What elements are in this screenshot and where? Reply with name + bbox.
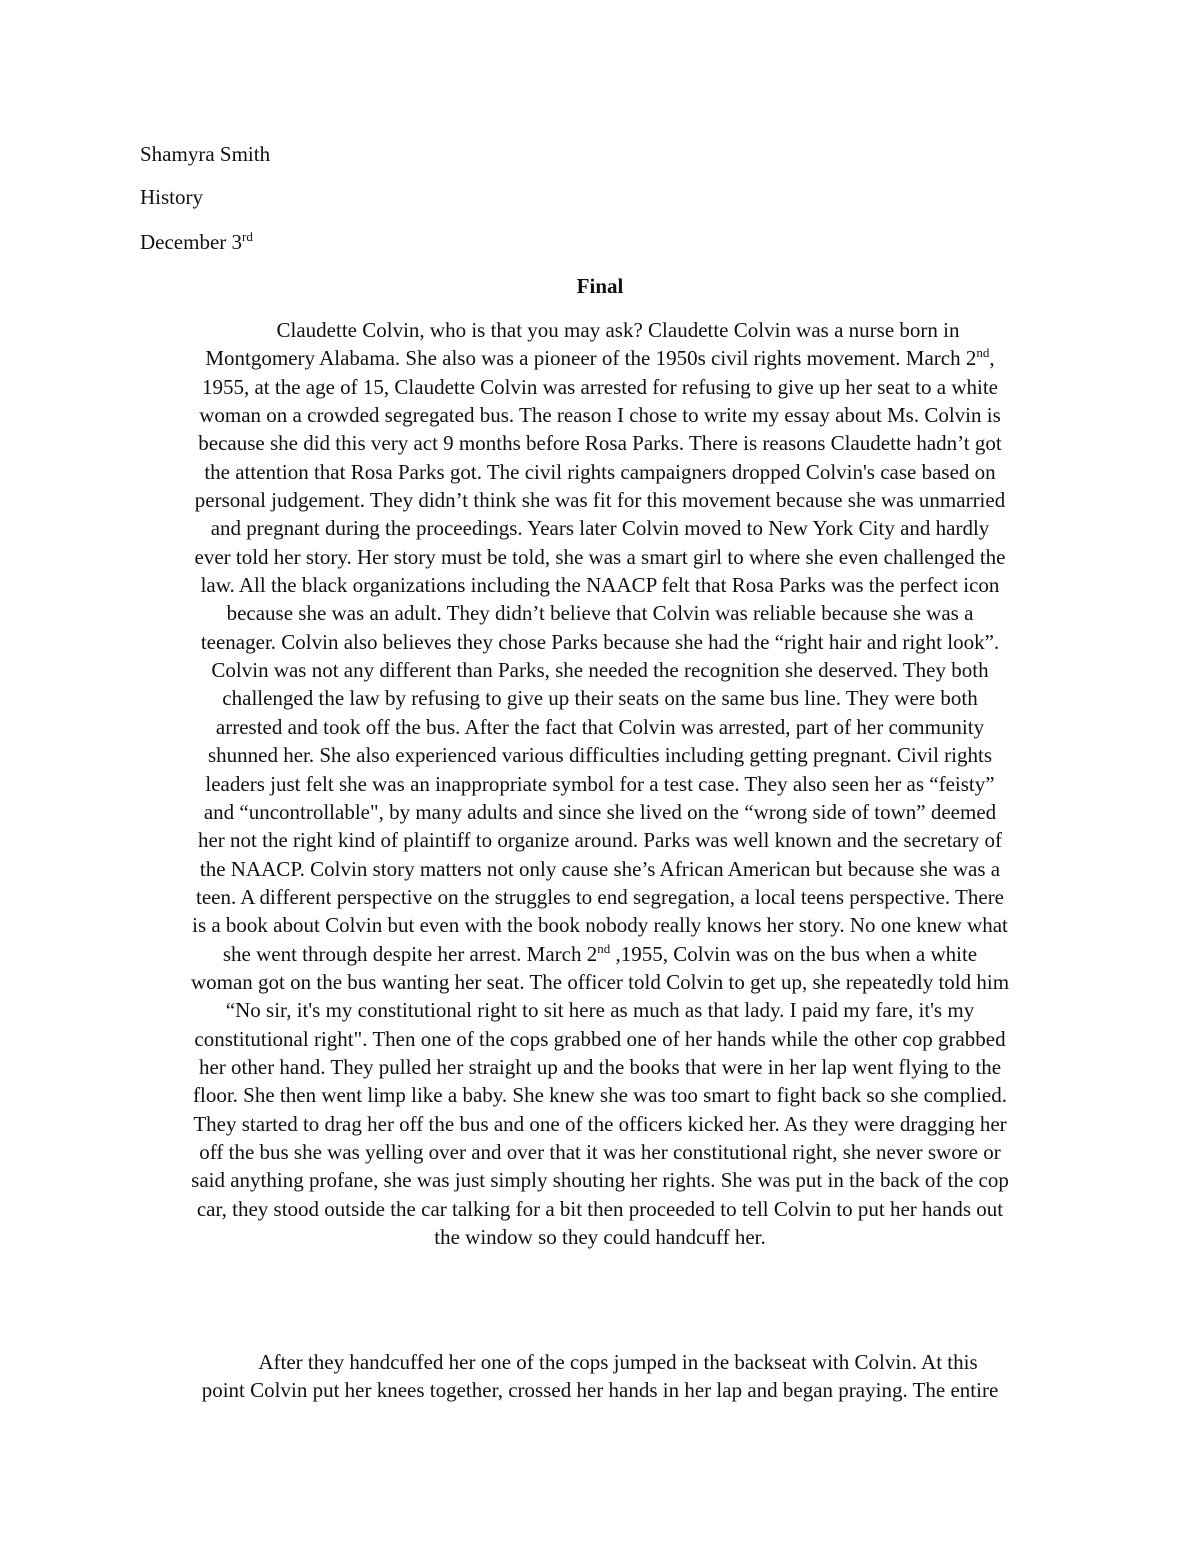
paragraph-line [140, 316, 1060, 344]
paragraph-line [140, 968, 1060, 996]
paragraph-line [140, 883, 1060, 911]
paragraph-line [140, 1166, 1060, 1194]
paragraph-line [140, 911, 1060, 939]
paragraph-line [140, 429, 1060, 457]
line-text: Claudette Colvin, who is that you may ask? Claudette Colvin was a nurse born in [276, 318, 960, 342]
line-text-continued: , [989, 346, 995, 371]
paragraph-line [140, 1025, 1060, 1053]
line-text: point Colvin put her knees together, crossed her hands in her lap and began praying. The entire [201, 1378, 999, 1403]
line-text: and pregnant during the proceedings. Years later Colvin moved to New York City and hardly [210, 516, 990, 541]
paragraph-line [140, 1223, 1060, 1251]
line-text: said anything profane, she was just simply shouting her rights. She was put in the back of the cop [191, 1168, 1009, 1193]
paragraph-line [140, 1053, 1060, 1081]
paragraph-line [140, 1081, 1060, 1109]
line-text: the NAACP. Colvin story matters not only cause she’s African American but because she was a [199, 856, 1001, 881]
line-text: “No sir, it's my constitutional right to sit here as much as that lady. I paid my fare, it's my [225, 998, 975, 1023]
line-text: leaders just felt she was an inappropriate symbol for a test case. They also seen her as “feisty” [205, 771, 995, 796]
paragraph-line [140, 486, 1060, 514]
line-text-continued: ,1955, Colvin was on the bus when a white [610, 941, 978, 966]
line-text: and “uncontrollable", by many adults and since she lived on the “wrong side of town” deemed [203, 799, 997, 824]
paragraph-line [140, 1110, 1060, 1138]
document-title: Final [576, 274, 624, 298]
paragraph-line [140, 599, 1060, 627]
line-text: Montgomery Alabama. She also was a pioneer of the 1950s civil rights movement. March 2 [205, 346, 977, 371]
paragraph-line [140, 940, 1060, 968]
paragraph-line [140, 741, 1060, 769]
paragraph-line [140, 514, 1060, 542]
line-text: ever told her story. Her story must be told, she was a smart girl to where she even challenged the [194, 544, 1006, 569]
subject-line: History [140, 185, 203, 209]
line-text: After they handcuffed her one of the cops jumped in the backseat with Colvin. At this [258, 1350, 978, 1374]
line-text: teen. A different perspective on the struggles to end segregation, a local teens perspective. There [195, 884, 1005, 909]
line-text: constitutional right". Then one of the cops grabbed one of her hands while the other cop grabbed [194, 1026, 1006, 1051]
paragraph-line [140, 1376, 1060, 1404]
line-text: her other hand. They pulled her straight up and the books that were in her lap went flying to the [198, 1054, 1002, 1079]
line-text: 1955, at the age of 15, Claudette Colvin was arrested for refusing to give up her seat to a white [201, 374, 999, 399]
paragraph-2 [140, 1348, 1060, 1405]
paragraph-line [140, 855, 1060, 883]
paragraph-line [140, 401, 1060, 429]
paragraph-line [140, 826, 1060, 854]
paragraph-line [140, 798, 1060, 826]
paragraph-line [140, 770, 1060, 798]
ordinal-suffix: nd [597, 940, 611, 956]
date-line [140, 228, 253, 256]
line-text: law. All the black organizations including the NAACP felt that Rosa Parks was the perfect icon [200, 573, 1000, 598]
paragraph-line [140, 344, 1060, 372]
line-text: because she was an adult. They didn’t believe that Colvin was reliable because she was a [226, 601, 974, 626]
paragraph-line [140, 571, 1060, 599]
line-text: personal judgement. They didn’t think she was fit for this movement because she was unmarried [194, 488, 1006, 513]
line-text: is a book about Colvin but even with the book nobody really knows her story. No one knew what [192, 913, 1008, 938]
paragraph-line [140, 684, 1060, 712]
paragraph-line [140, 1138, 1060, 1166]
line-text: the attention that Rosa Parks got. The civil rights campaigners dropped Colvin's case based on [204, 459, 996, 484]
line-text: because she did this very act 9 months before Rosa Parks. There is reasons Claudette hadn’t got [198, 431, 1002, 456]
line-text: off the bus she was yelling over and over that it was her constitutional right, she never swore or [199, 1139, 1001, 1164]
line-text: teenager. Colvin also believes they chose Parks because she had the “right hair and right look”. [200, 629, 1000, 654]
line-text: shunned her. She also experienced various difficulties including getting pregnant. Civil rights [207, 743, 993, 768]
line-text: she went through despite her arrest. March 2 [222, 941, 598, 966]
paragraph-line [140, 996, 1060, 1024]
paragraph-line [140, 1348, 1060, 1376]
line-text: arrested and took off the bus. After the fact that Colvin was arrested, part of her community [215, 714, 985, 739]
line-text: They started to drag her off the bus and one of the officers kicked her. As they were dragging her [193, 1111, 1007, 1136]
paragraph-line [140, 373, 1060, 401]
line-text: the window so they could handcuff her. [434, 1225, 766, 1249]
line-text: car, they stood outside the car talking for a bit then proceeded to tell Colvin to put her hands out [196, 1196, 1004, 1221]
paragraph-line [140, 458, 1060, 486]
paragraph-line [140, 656, 1060, 684]
ordinal-suffix: nd [976, 345, 990, 361]
date-suffix: rd [242, 229, 253, 244]
paragraph-line [140, 1195, 1060, 1223]
paragraph-1 [140, 316, 1060, 1251]
line-text: her not the right kind of plaintiff to organize around. Parks was well known and the secretary of [197, 828, 1002, 853]
paragraph-line [140, 628, 1060, 656]
line-text: woman on a crowded segregated bus. The reason I chose to write my essay about Ms. Colvin is [199, 403, 1001, 428]
line-text: Colvin was not any different than Parks, she needed the recognition she deserved. They both [211, 658, 989, 683]
paragraph-line [140, 543, 1060, 571]
paragraph-line [140, 713, 1060, 741]
line-text: floor. She then went limp like a baby. She knew she was too smart to fight back so she complied. [193, 1083, 1007, 1108]
line-text: woman got on the bus wanting her seat. The officer told Colvin to get up, she repeatedly told him [190, 969, 1010, 994]
date-text: December 3 [140, 230, 243, 254]
author-name: Shamyra Smith [140, 142, 271, 166]
line-text: challenged the law by refusing to give up their seats on the same bus line. They were both [222, 686, 978, 711]
